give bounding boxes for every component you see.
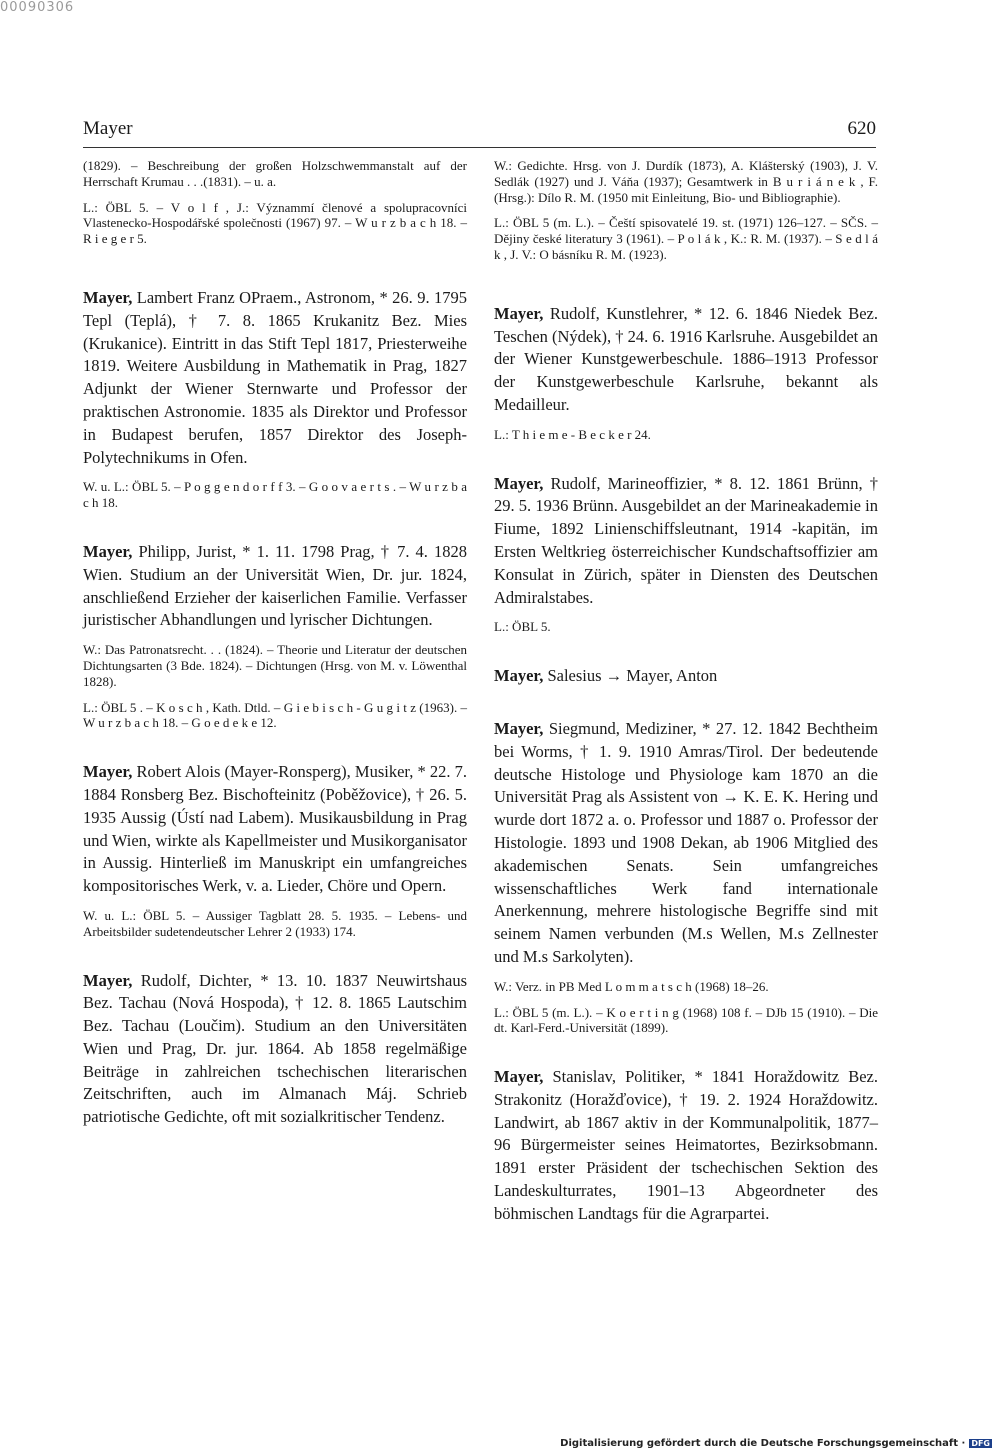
entry-name: Mayer, xyxy=(494,303,544,323)
bibliography-note: (1829). – Beschreibung der großen Holzschwemmanstalt auf der Herrschaft Krumau . . .(1831). – u. a. xyxy=(83,158,467,189)
entry-text xyxy=(494,473,878,610)
entry-body: Stanislav, Politiker, * 1841 Horaždowitz Bez. Strakonitz (Horažďovice), † 19. 2. 1924 Horaždowitz. Landwirt, ab 1867 aktiv in der Kommunalpolitik, 1877–96 Bürgermeister seines Heimatortes, Bezirksobmann. 1891 erster Präsident der tschechischen Sektion des Landeskulturrates, 1901–13 Abgeordneter des böhmischen Landtags für die Agrarpartei. xyxy=(494,1067,878,1223)
entry-text xyxy=(494,303,878,417)
entry-body: Robert Alois (Mayer-Ronsperg), Musiker, * 22. 7. 1884 Ronsberg Bez. Bischofteinitz (Poběžovice), † 26. 5. 1935 Aussig (Ústí nad Labem). Musikausbildung in Prag und Wien, wirkte als Kapellmeister und Musikorganisator in Aussig. Hinterließ im Manuskript ein umfangreiches kompositorisches Werk, v. a. Lieder, Chöre und Opern. xyxy=(83,762,468,896)
entry-body: Philipp, Jurist, * 1. 11. 1798 Prag, † 7. 4. 1828 Wien. Studium an der Universität Wien, Dr. jur. 1824, anschließend Erzieher der kaiserlichen Familie. Verfasser juristischer Abhandlungen und lyrischer Dichtungen. xyxy=(83,541,467,630)
page-number: 620 xyxy=(847,118,876,139)
entry-text xyxy=(83,541,467,632)
entry-name: Mayer, xyxy=(83,762,133,782)
bibliography-note: L.: ÖBL 5 (m. L.). – K o e r t i n g (1968) 108 f. – DJb 15 (1910). – Die dt. Karl-Ferd.-Universität (1899). xyxy=(494,1004,878,1036)
biography-entry xyxy=(83,970,467,1130)
bibliography-note: W.: Gedichte. Hrsg. von J. Durdík (1873), A. Klášterský (1903), J. V. Sedlák (1927) und J. Váňa (1937); Gesamtwerk in B u r i á n e k , F. (Hrsg.): Dílo R. M. (1950 mit Einleitung, Bio- und Bibliographie). xyxy=(494,158,878,205)
entry-text xyxy=(83,970,467,1130)
bibliography-note: L.: ÖBL 5 . – K o s c h , Kath. Dtld. – G i e b i s c h - G u g i t z (1963). – W u r z b a c h 18. – G o e d e k e 12. xyxy=(83,699,467,731)
entry-name: Mayer, xyxy=(83,541,133,561)
entry-body: Lambert Franz OPraem., Astronom, * 26. 9. 1795 Tepl (Teplá), † 7. 8. 1865 Krukanitz Bez. Mies (Krukanice). Eintritt in das Stift Tepl 1817, Priesterweihe 1819. Weitere Ausbildung in Mathematik in Prag, 1827 Adjunkt der Wiener Sternwarte und Professor der praktischen Astronomie. 1835 als Direktor und Professor in Budapest berufen, 1857 Direktor des Joseph-Polytechnikums in Ofen. xyxy=(83,287,468,467)
entry-text xyxy=(83,287,467,469)
header-rule xyxy=(83,147,876,148)
bibliography-note: L.: T h i e m e - B e c k e r 24. xyxy=(494,426,651,442)
entry-body: Rudolf, Kunstlehrer, * 12. 6. 1846 Niedek Bez. Teschen (Nýdek), † 24. 6. 1916 Karlsruhe. Ausgebildet an der Wiener Kunstgewerbeschule. 1886–1913 Professor der Kunstgewerbeschule Karlsruhe, bekannt als Medailleur. xyxy=(494,303,879,414)
entry-name: Mayer, xyxy=(494,718,544,738)
continued-entry xyxy=(83,158,467,247)
biography-entry xyxy=(494,718,878,1036)
bibliography-note: L.: ÖBL 5. xyxy=(494,619,551,635)
entry-body: Siegmund, Mediziner, * 27. 12. 1842 Bechtheim bei Worms, † 1. 9. 1910 Amras/Tirol. Der bedeutende deutsche Histologe und Physiologe kam 1870 an die Universität Prag als Assistent von → K. E. K. Hering und wurde dort 1872 a. o. Professor und 1887 o. Professor der Histologie. 1893 und 1908 Dekan, ab 1906 Mitglied des akademischen Senats. Sein umfangreiches wissenschaftliches Werk fand internationale Anerkennung, mehrere histologische Begriffe sind mit seinem Namen verbunden (M.s Wellen, M.s Zellnester und M.s Sarkolyten). xyxy=(494,718,878,966)
entry-text xyxy=(83,761,467,898)
entry-name: Mayer, xyxy=(83,970,133,990)
biography-entry xyxy=(494,303,878,443)
page-identifier: 00090306 xyxy=(0,0,75,15)
dfg-logo: DFG xyxy=(971,1438,990,1448)
entry-body: Rudolf, Marineoffizier, * 8. 12. 1861 Brünn, † 29. 5. 1936 Brünn. Ausgebildet an der Marineakademie in Fiume, 1892 Linienschiffsleutnant, 1914 -kapitän, im Ersten Weltkrieg österreichischer Kundschaftsoffizier am Konsulat in Zürich, später in Diensten des Deutschen Admiralstabes. xyxy=(494,473,878,607)
funding-text: Digitalisierung gefördert durch die Deutsche Forschungsgemeinschaft · xyxy=(560,1438,966,1449)
right-column xyxy=(494,158,878,1256)
entry-text xyxy=(494,665,878,688)
entry-name: Mayer, xyxy=(83,287,133,307)
biography-entry xyxy=(83,761,467,939)
bibliography-note: W.: Das Patronatsrecht. . . (1824). – Theorie und Literatur der deutschen Dichtungsarten (3 Bde. 1824). – Dichtungen (Hrsg. von M. v. Löwenthal 1828). xyxy=(83,642,467,689)
entry-name: Mayer, xyxy=(494,473,544,493)
entry-body: Salesius → Mayer, Anton xyxy=(547,666,718,686)
bibliography-note: W. u. L.: ÖBL 5. – Aussiger Tagblatt 28. 5. 1935. – Lebens- und Arbeitsbilder sudetendeutscher Lehrer 2 (1933) 174. xyxy=(83,907,467,939)
entry-name: Mayer, xyxy=(494,1067,544,1087)
bibliography-note: L.: ÖBL 5. – V o l f , J.: Význammí členové a spolupracovníci Vlastenecko-Hospodářské společnosti (1967) 97. – W u r z b a c h 18. – R i e g e r 5. xyxy=(83,199,467,247)
biography-entry xyxy=(83,541,467,731)
biography-entry xyxy=(494,665,878,688)
bibliography-note: L.: ÖBL 5 (m. L.). – Čeští spisovatelé 19. st. (1971) 126–127. – SČS. – Dějiny české literatury 3 (1961). – P o l á k , K.: R. M. (1937). – S e d l á k , J. V.: O básníku R. M. (1923). xyxy=(494,215,878,262)
entry-body: Rudolf, Dichter, * 13. 10. 1837 Neuwirtshaus Bez. Tachau (Nová Hospoda), † 12. 8. 1865 Lautschim Bez. Tachau (Loučim). Studium an den Universitäten Wien und Prag, Dr. jur. 1864. Ab 1858 regelmäßige Beiträge in zahlreichen tschechischen literarischen Zeitschriften, auch im Almanach Máj. Schrieb patriotische Gedichte, oft mit sozialkritischer Tendenz. xyxy=(83,970,467,1127)
continued-entry xyxy=(494,158,878,263)
entry-name: Mayer, xyxy=(494,666,544,686)
running-header xyxy=(83,118,876,142)
bibliography-note: W.: Verz. in PB Med L o m m a t s c h (1968) 18–26. xyxy=(494,978,769,994)
funding-note xyxy=(560,1438,992,1449)
biography-entry xyxy=(494,473,878,636)
entry-text xyxy=(494,1066,878,1226)
entry-text xyxy=(494,718,878,969)
biography-entry xyxy=(494,1066,878,1226)
left-column xyxy=(83,158,467,1159)
biography-entry xyxy=(83,287,467,511)
bibliography-note: W. u. L.: ÖBL 5. – P o g g e n d o r f f 3. – G o o v a e r t s . – W u r z b a c h 18. xyxy=(83,479,467,511)
running-head-title: Mayer xyxy=(83,118,133,139)
